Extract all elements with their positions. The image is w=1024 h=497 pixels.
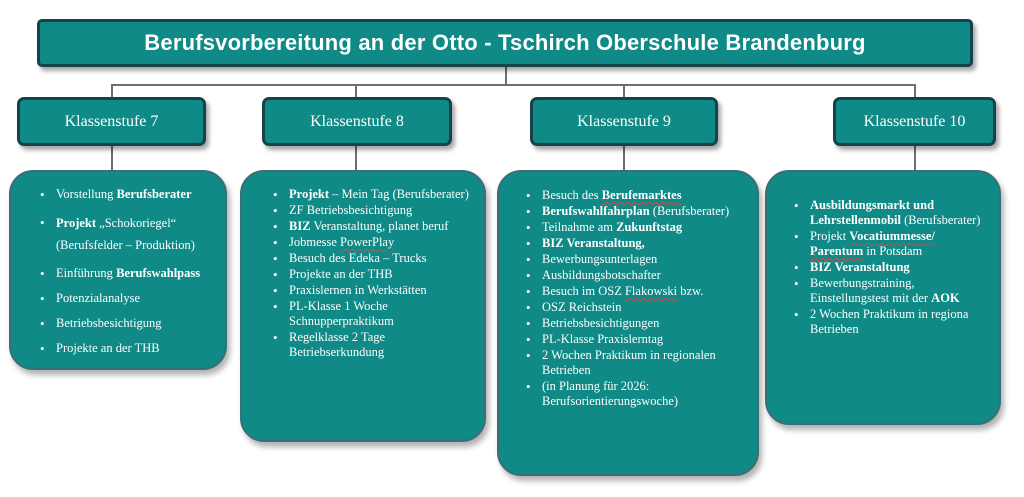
grade-9-label: Klassenstufe 9 — [577, 112, 671, 130]
grade-9-activities — [497, 170, 759, 476]
list-item: • Betriebsbesichtigungen — [521, 316, 745, 331]
list-item: • Einführung Berufswahlpass — [35, 266, 215, 281]
list-item: • Vorstellung Berufsberater — [35, 187, 215, 202]
list-item: • ZF Betriebsbesichtigung — [268, 203, 470, 218]
list-item: • 2 Wochen Praktikum in regionalen Betrieben — [521, 348, 745, 378]
connector-grade-9-box — [623, 146, 625, 170]
list-item: • BIZ Veranstaltung, planet beruf — [268, 219, 470, 234]
list-item: • Besuch des Edeka – Trucks — [268, 251, 470, 266]
list-item: • Projekt Vocatiummesse/ Parentum in Potsdam — [789, 229, 987, 259]
list-item: • PL-Klasse Praxislerntag — [521, 332, 745, 347]
list-item: • Projekte an der THB — [268, 267, 470, 282]
grade-8-header — [262, 97, 452, 146]
grade-10-label: Klassenstufe 10 — [863, 112, 966, 130]
diagram-title — [37, 19, 973, 67]
connector-to-grade-7 — [111, 84, 113, 98]
list-item: • Regelklasse 2 Tage Betriebserkundung — [268, 330, 470, 360]
connector-grade-10-box — [914, 146, 916, 170]
grade-8-activities — [240, 170, 486, 442]
grade-7-label: Klassenstufe 7 — [64, 112, 159, 130]
list-item: • Praxislernen in Werkstätten — [268, 283, 470, 298]
list-item: • Bewerbungstraining, Einstellungstest mit der AOK — [789, 276, 987, 306]
list-item: • 2 Wochen Praktikum in regiona Betrieben — [789, 307, 987, 337]
grade-7-activities — [9, 170, 227, 370]
list-item: • BIZ Veranstaltung, — [521, 236, 745, 251]
list-item: • OSZ Reichstein — [521, 300, 745, 315]
connector-to-grade-9 — [623, 84, 625, 98]
connector-grade-8-box — [355, 146, 357, 170]
grade-10-header — [833, 97, 996, 146]
list-item: • Projekt „Schokoriegel“ (Berufsfelder – Produktion) — [35, 212, 215, 256]
grade-8-label: Klassenstufe 8 — [310, 112, 404, 130]
list-item: • (in Planung für 2026: Berufsorientierungswoche) — [521, 379, 745, 409]
list-item: • Jobmesse PowerPlay — [268, 235, 470, 250]
list-item: • Bewerbungsunterlagen — [521, 252, 745, 267]
connector-horizontal — [111, 84, 916, 86]
connector-to-grade-10 — [914, 84, 916, 98]
grade-9-header — [530, 97, 718, 146]
list-item: • Projekte an der THB — [35, 341, 215, 356]
connector-title-down — [505, 67, 507, 85]
list-item: • Teilnahme am Zukunftstag — [521, 220, 745, 235]
list-item: • Besuch im OSZ Flakowski bzw. — [521, 284, 745, 299]
list-item: • Potenzialanalyse — [35, 291, 215, 306]
diagram-title-text: Berufsvorbereitung an der Otto - Tschirch Oberschule Brandenburg — [144, 30, 866, 55]
connector-grade-7-box — [111, 146, 113, 170]
list-item: • Ausbildungsmarkt und Lehrstellenmobil (Berufsberater) — [789, 198, 987, 228]
grade-10-activities — [765, 170, 1001, 425]
list-item: • Ausbildungsbotschafter — [521, 268, 745, 283]
list-item: • Projekt – Mein Tag (Berufsberater) — [268, 187, 470, 202]
list-item: • Betriebsbesichtigung — [35, 316, 215, 331]
list-item: • Berufswahlfahrplan (Berufsberater) — [521, 204, 745, 219]
list-item: • PL-Klasse 1 Woche Schnupperpraktikum — [268, 299, 470, 329]
connector-to-grade-8 — [355, 84, 357, 98]
list-item: • Besuch des Berufemarktes — [521, 188, 745, 203]
list-item: • BIZ Veranstaltung — [789, 260, 987, 275]
grade-7-header — [17, 97, 206, 146]
